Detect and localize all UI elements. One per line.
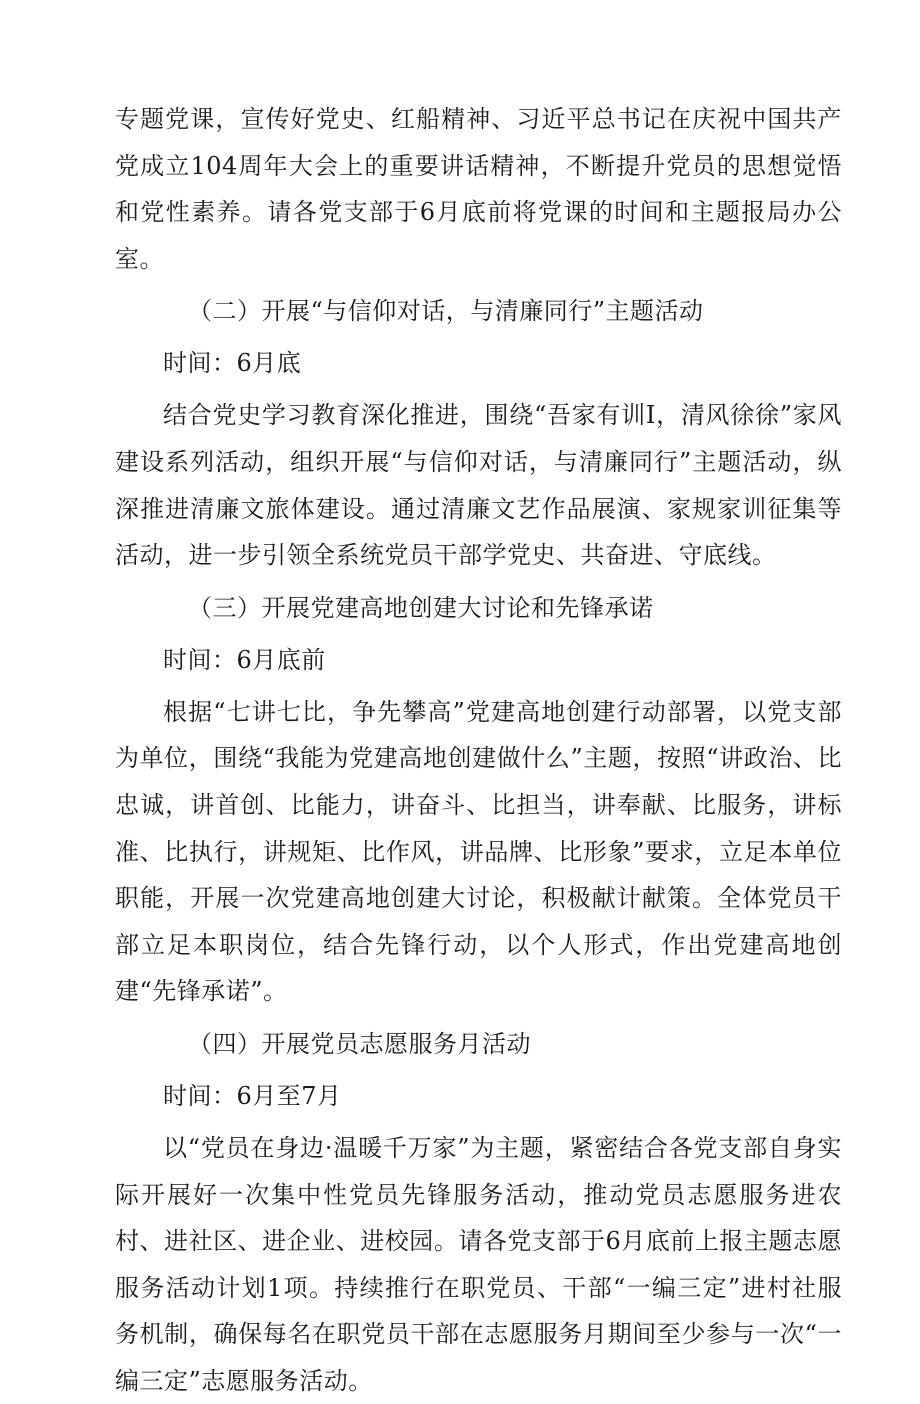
section-time: 时间：6月底 xyxy=(163,349,302,378)
section-heading: （二）开展“与信仰对话，与清廉同行”主题活动 xyxy=(188,297,704,326)
intro-paragraph: 专题党课，宣传好党史、红船精神、习近平总书记在庆祝中国共产党成立104周年大会上的重要讲话精神，不断提升党员的思想觉悟和党性素养。请各党支部于6月底前将党课的时间和主题报局办公室。 xyxy=(115,105,842,273)
section-heading: （四）开展党员志愿服务月活动 xyxy=(188,1029,531,1058)
section-2 xyxy=(115,288,842,578)
section-body: 根据“七讲七比，争先攀高”党建高地创建行动部署，以党支部为单位，围绕“我能为党建高地创建做什么”主题，按照“讲政治、比忠诚，讲首创、比能力，讲奋斗、比担当，讲奉献、比服务，讲标准、比执行，讲规矩、比作风，讲品牌、比形象”要求，立足本单位职能，开展一次党建高地创建大讨论，积极献计献策。全体党员干部立足本职岗位，结合先锋行动，以个人形式，作出党建高地创建“先锋承诺”。 xyxy=(115,697,842,1006)
section-body: 结合党史学习教育深化推进，围绕“吾家有训I，清风徐徐”家风建设系列活动，组织开展“与信仰对话，与清廉同行”主题活动，纵深推进清廉文旅体建设。通过清廉文艺作品展演、家规家训征集等活动，进一步引领全系统党员干部学党史、共奋进、守底线。 xyxy=(115,401,842,570)
section-time: 时间：6月至7月 xyxy=(163,1081,342,1110)
section-4 xyxy=(115,1021,842,1404)
section-heading: （三）开展党建高地创建大讨论和先锋承诺 xyxy=(188,593,654,622)
section-3 xyxy=(115,585,842,1015)
section-time: 时间：6月底前 xyxy=(163,645,326,674)
section-body: 以“党员在身边·温暖千万家”为主题，紧密结合各党支部自身实际开展好一次集中性党员先锋服务活动，推动党员志愿服务进农村、进社区、进企业、进校园。请各党支部于6月底前上报主题志愿服务活动计划1项。持续推行在职党员、干部“一编三定”进村社服务机制，确保每名在职党员干部在志愿服务月期间至少参与一次“一编三定”志愿服务活动。 xyxy=(115,1133,842,1395)
